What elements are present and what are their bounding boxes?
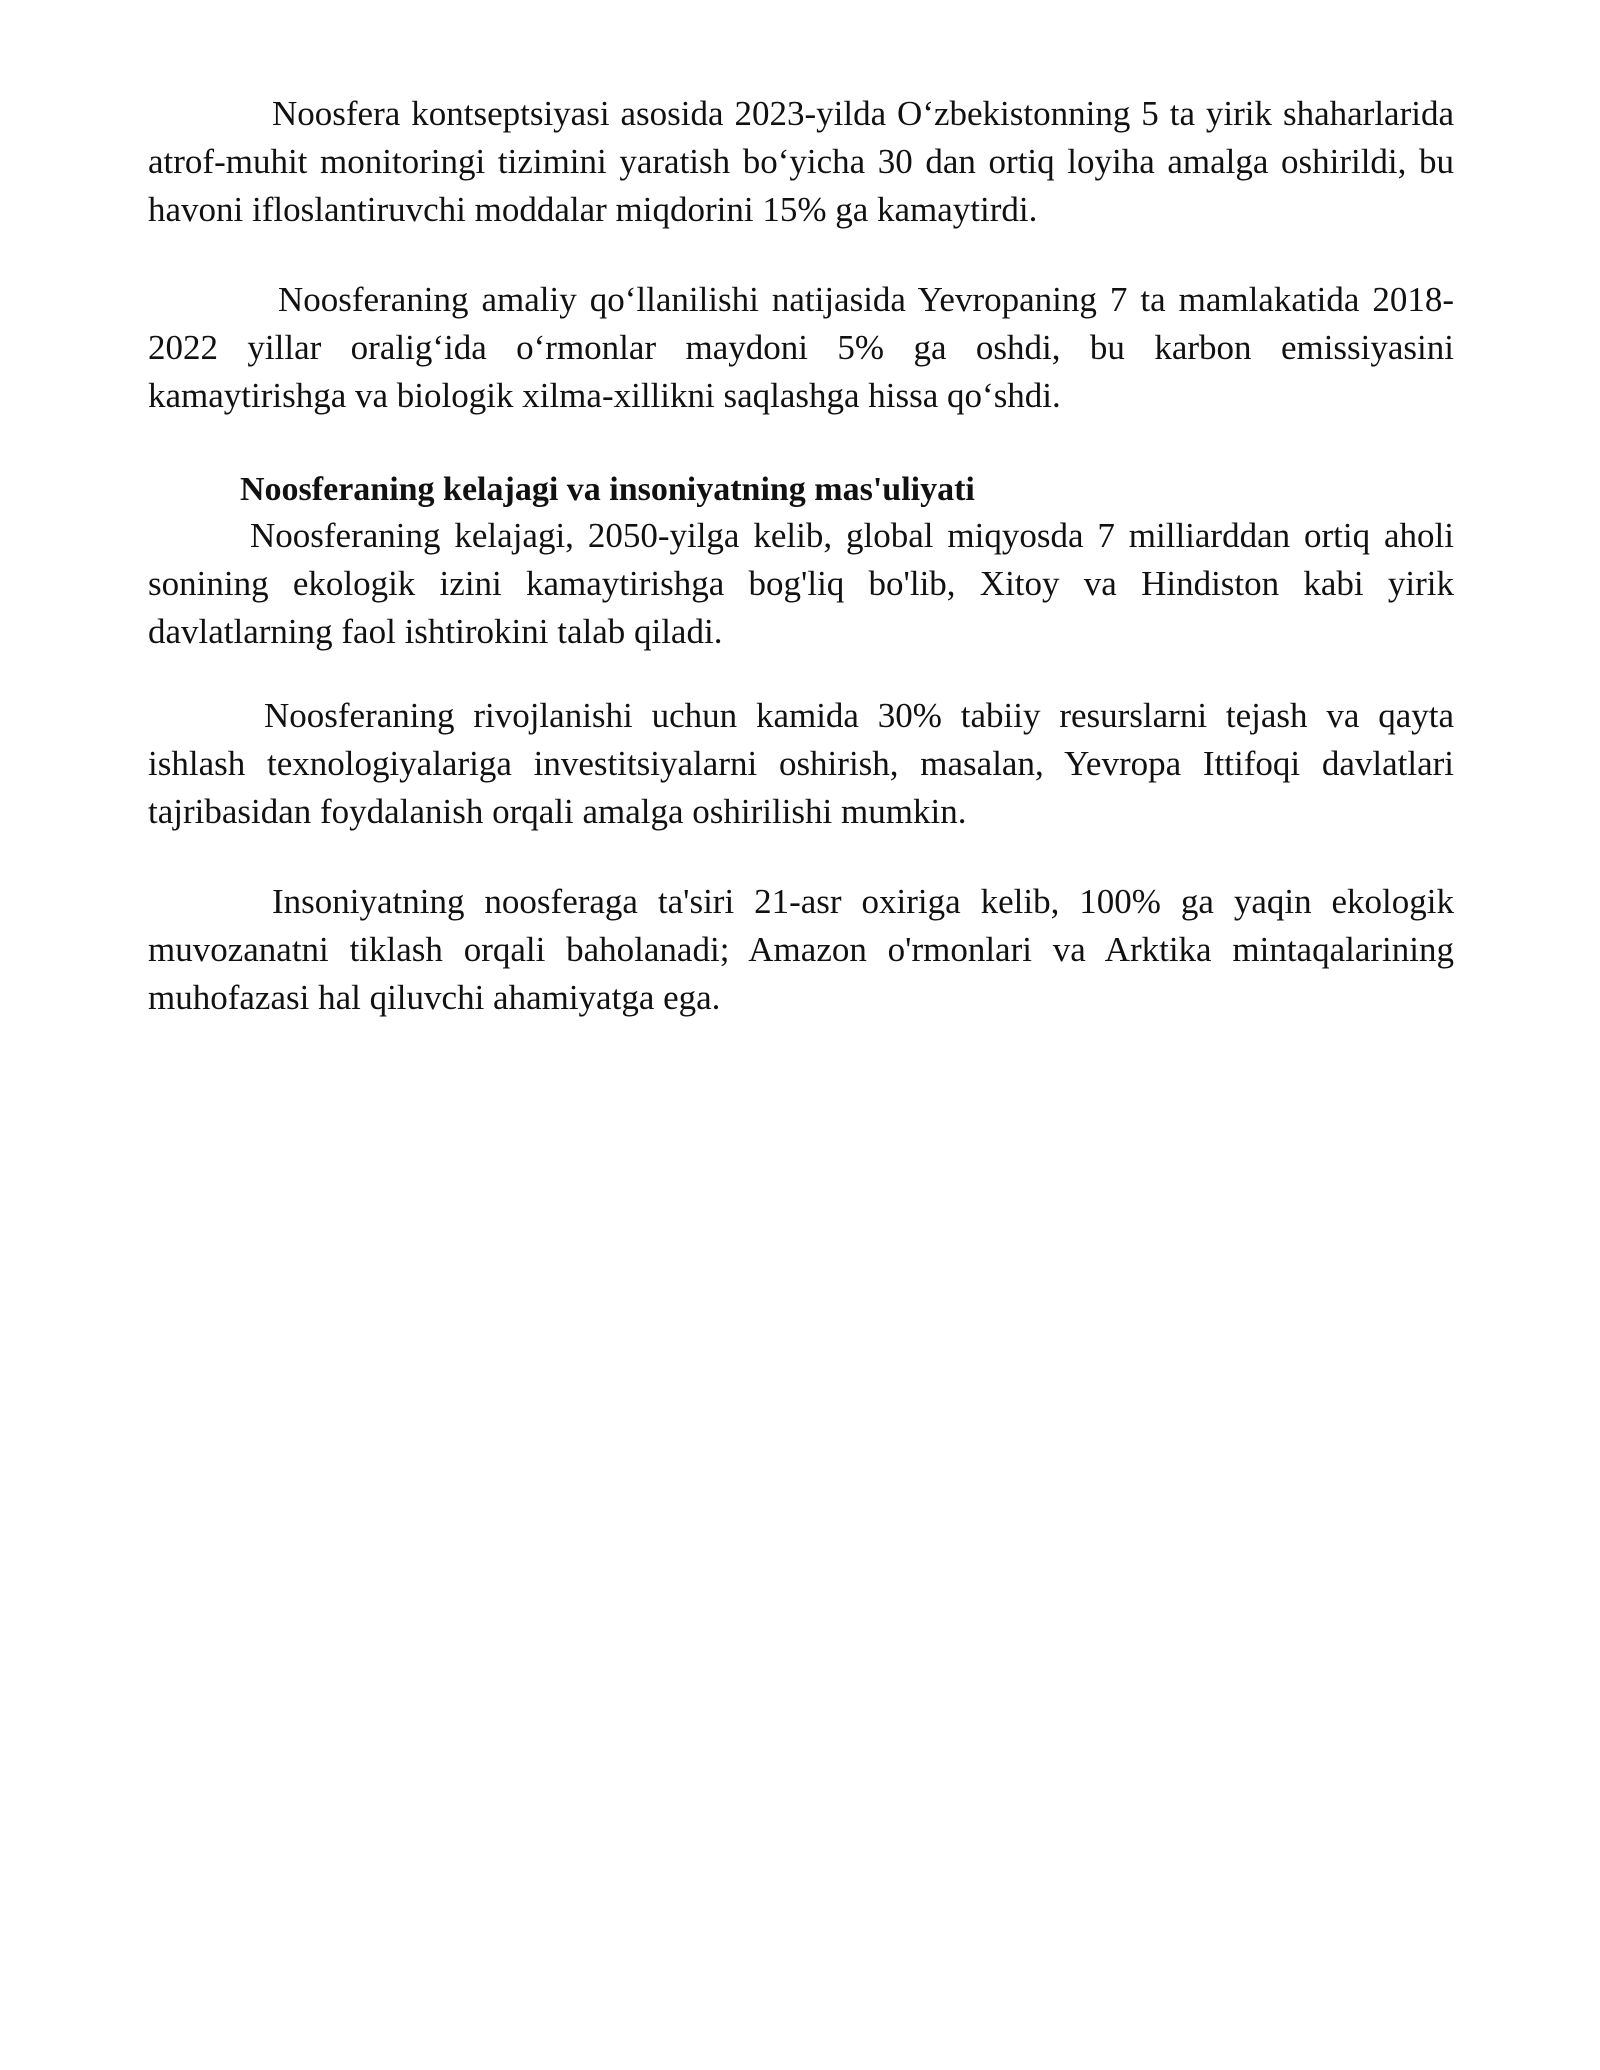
paragraph-europe-forests: Noosferaning amaliy qo‘llanilishi natijasida Yevropaning 7 ta mamlakatida 2018-2022 yillar oralig‘ida o‘rmonlar maydoni 5% ga oshdi, bu karbon emissiyasini kamaytirishga va biologik xilma-xillikni saqlashga hissa qo‘shdi. — [148, 280, 1454, 415]
section-heading: Noosferaning kelajagi va insoniyatning mas'uliyati — [240, 471, 975, 508]
paragraph-noosphere-future: Noosferaning kelajagi, 2050-yilga kelib, global miqyosda 7 milliarddan ortiq aholi sonining ekologik izini kamaytirishga bog'liq bo'lib, Xitoy va Hindiston kabi yirik davlatlarning faol ishtirokini talab qiladi. — [148, 516, 1454, 651]
paragraph-humanity-impact: Insoniyatning noosferaga ta'siri 21-asr oxiriga kelib, 100% ga yaqin ekologik muvozanatni tiklash orqali baholanadi; Amazon o'rmonlari va Arktika mintaqalarining muhofazasi hal qiluvchi ahamiyatga ega. — [148, 882, 1454, 1017]
paragraph-uzbekistan-monitoring: Noosfera kontseptsiyasi asosida 2023-yilda O‘zbekistonning 5 ta yirik shaharlarida atrof-muhit monitoringi tizimini yaratish bo‘yicha 30 dan ortiq loyiha amalga oshirildi, bu havoni ifloslantiruvchi moddalar miqdorini 15% ga kamaytirdi. — [148, 94, 1454, 229]
document-body — [148, 90, 1454, 1022]
paragraph-noosphere-development: Noosferaning rivojlanishi uchun kamida 30% tabiiy resurslarni tejash va qayta ishlash texnologiyalariga investitsiyalarni oshirish, masalan, Yevropa Ittifoqi davlatlari tajribasidan foydalanish orqali amalga oshirilishi mumkin. — [148, 696, 1454, 831]
